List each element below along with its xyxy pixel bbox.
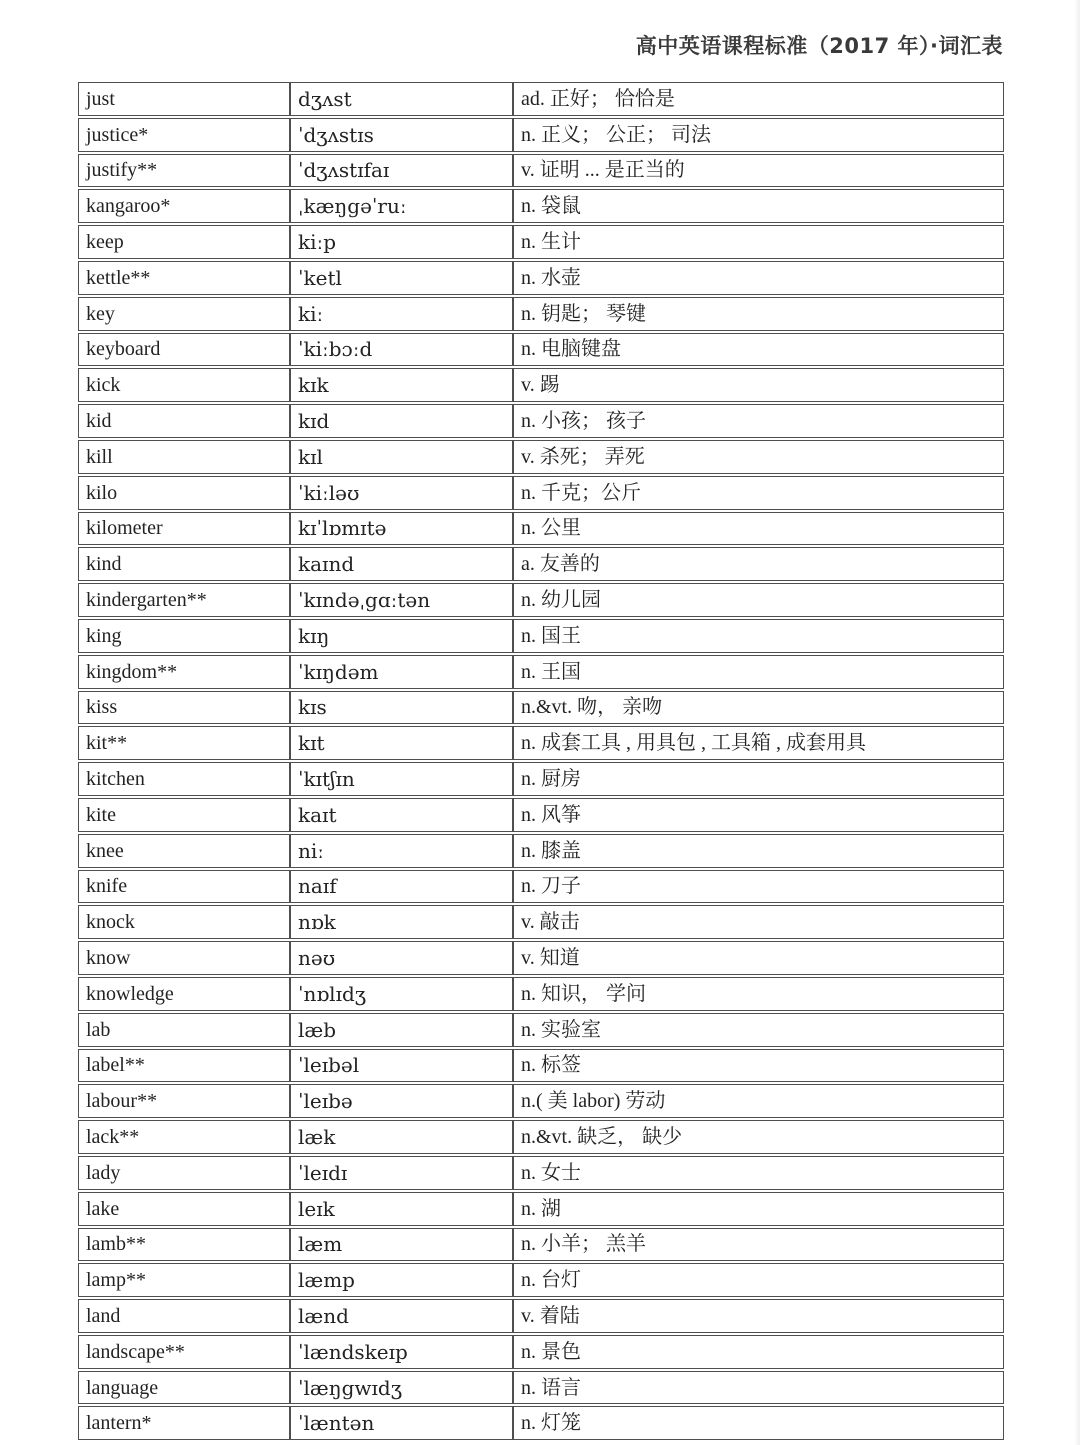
table-row [78, 154, 1004, 188]
word-cell: kingdom** [78, 655, 290, 689]
word-cell: lantern* [78, 1406, 290, 1440]
table-row [78, 1228, 1004, 1262]
word-cell: justice* [78, 118, 290, 152]
word-cell: kilometer [78, 512, 290, 546]
table-row [78, 476, 1004, 510]
table-row [78, 189, 1004, 223]
table-row [78, 1299, 1004, 1333]
table-row [78, 404, 1004, 438]
meaning-cell: n. 公里 [513, 512, 1004, 546]
meaning-cell: v. 着陆 [513, 1299, 1004, 1333]
word-cell: lamp** [78, 1263, 290, 1297]
meaning-cell: n. 灯笼 [513, 1406, 1004, 1440]
ipa-cell: kiːp [290, 225, 513, 259]
table-row [78, 834, 1004, 868]
table-row [78, 1049, 1004, 1083]
ipa-cell: ˈkɪŋdəm [290, 655, 513, 689]
table-row [78, 1192, 1004, 1226]
word-cell: kite [78, 798, 290, 832]
meaning-cell: n. 女士 [513, 1156, 1004, 1190]
table-row [78, 1335, 1004, 1369]
ipa-cell: kɪd [290, 404, 513, 438]
word-cell: keyboard [78, 333, 290, 367]
ipa-cell: kɪk [290, 368, 513, 402]
word-cell: lake [78, 1192, 290, 1226]
table-row [78, 1371, 1004, 1405]
meaning-cell: a. 友善的 [513, 547, 1004, 581]
word-cell: lamb** [78, 1228, 290, 1262]
ipa-cell: kɪs [290, 691, 513, 725]
word-cell: justify** [78, 154, 290, 188]
meaning-cell: n. 正义； 公正； 司法 [513, 118, 1004, 152]
table-row [78, 225, 1004, 259]
meaning-cell: v. 知道 [513, 941, 1004, 975]
ipa-cell: kiː [290, 297, 513, 331]
table-row [78, 977, 1004, 1011]
word-cell: kitchen [78, 762, 290, 796]
meaning-cell: n. 成套工具 , 用具包 , 工具箱 , 成套用具 [513, 726, 1004, 760]
table-row [78, 905, 1004, 939]
ipa-cell: ˈlæŋgwɪdʒ [290, 1371, 513, 1405]
scan-edge-shadow [1074, 0, 1080, 1445]
word-cell: landscape** [78, 1335, 290, 1369]
table-row [78, 82, 1004, 116]
meaning-cell: n. 膝盖 [513, 834, 1004, 868]
word-cell: knife [78, 870, 290, 904]
meaning-cell: n. 台灯 [513, 1263, 1004, 1297]
table-row [78, 333, 1004, 367]
word-cell: keep [78, 225, 290, 259]
vocab-table-body [78, 82, 1004, 1440]
ipa-cell: ˈleɪdɪ [290, 1156, 513, 1190]
table-row [78, 1084, 1004, 1118]
table-row [78, 619, 1004, 653]
meaning-cell: n. 实验室 [513, 1013, 1004, 1047]
word-cell: lab [78, 1013, 290, 1047]
ipa-cell: dʒʌst [290, 82, 513, 116]
meaning-cell: n. 水壶 [513, 261, 1004, 295]
ipa-cell: ˈdʒʌstɪs [290, 118, 513, 152]
word-cell: key [78, 297, 290, 331]
word-cell: kilo [78, 476, 290, 510]
meaning-cell: n. 生计 [513, 225, 1004, 259]
word-cell: king [78, 619, 290, 653]
ipa-cell: ˈnɒlɪdʒ [290, 977, 513, 1011]
table-row [78, 762, 1004, 796]
page-title: 高中英语课程标准（2017 年）·词汇表 [635, 34, 1003, 58]
ipa-cell: nəʊ [290, 941, 513, 975]
word-cell: kind [78, 547, 290, 581]
ipa-cell: læmp [290, 1263, 513, 1297]
ipa-cell: naɪf [290, 870, 513, 904]
ipa-cell: læm [290, 1228, 513, 1262]
table-row [78, 297, 1004, 331]
meaning-cell: n. 景色 [513, 1335, 1004, 1369]
meaning-cell: n. 电脑键盘 [513, 333, 1004, 367]
meaning-cell: n.( 美 labor) 劳动 [513, 1084, 1004, 1118]
table-row [78, 118, 1004, 152]
word-cell: lady [78, 1156, 290, 1190]
ipa-cell: ˈketl [290, 261, 513, 295]
word-cell: label** [78, 1049, 290, 1083]
meaning-cell: n. 湖 [513, 1192, 1004, 1226]
table-row [78, 691, 1004, 725]
ipa-cell: ˈlæntən [290, 1406, 513, 1440]
ipa-cell: kɪˈlɒmɪtə [290, 512, 513, 546]
meaning-cell: n. 国王 [513, 619, 1004, 653]
meaning-cell: v. 踢 [513, 368, 1004, 402]
ipa-cell: ˈkiːbɔːd [290, 333, 513, 367]
meaning-cell: ad. 正好； 恰恰是 [513, 82, 1004, 116]
ipa-cell: ˈlændskeɪp [290, 1335, 513, 1369]
ipa-cell: lænd [290, 1299, 513, 1333]
word-cell: kit** [78, 726, 290, 760]
table-row [78, 798, 1004, 832]
ipa-cell: ˈkɪtʃɪn [290, 762, 513, 796]
ipa-cell: ˈkiːləʊ [290, 476, 513, 510]
word-cell: kick [78, 368, 290, 402]
table-row [78, 1156, 1004, 1190]
meaning-cell: v. 杀死； 弄死 [513, 440, 1004, 474]
ipa-cell: ˈdʒʌstɪfaɪ [290, 154, 513, 188]
meaning-cell: n. 知识， 学问 [513, 977, 1004, 1011]
word-cell: kangaroo* [78, 189, 290, 223]
meaning-cell: n. 刀子 [513, 870, 1004, 904]
meaning-cell: n. 风筝 [513, 798, 1004, 832]
ipa-cell: ˌkæŋgəˈruː [290, 189, 513, 223]
table-row [78, 512, 1004, 546]
table-row [78, 1120, 1004, 1154]
ipa-cell: niː [290, 834, 513, 868]
ipa-cell: ˈleɪbə [290, 1084, 513, 1118]
table-row [78, 368, 1004, 402]
ipa-cell: læb [290, 1013, 513, 1047]
meaning-cell: n. 幼儿园 [513, 583, 1004, 617]
table-row [78, 941, 1004, 975]
table-row [78, 261, 1004, 295]
word-cell: lack** [78, 1120, 290, 1154]
meaning-cell: n. 钥匙； 琴键 [513, 297, 1004, 331]
word-cell: labour** [78, 1084, 290, 1118]
word-cell: know [78, 941, 290, 975]
table-row [78, 1406, 1004, 1440]
ipa-cell: kɪŋ [290, 619, 513, 653]
table-row [78, 726, 1004, 760]
ipa-cell: nɒk [290, 905, 513, 939]
word-cell: land [78, 1299, 290, 1333]
word-cell: kiss [78, 691, 290, 725]
meaning-cell: n. 小羊； 羔羊 [513, 1228, 1004, 1262]
word-cell: just [78, 82, 290, 116]
table-row [78, 547, 1004, 581]
ipa-cell: læk [290, 1120, 513, 1154]
meaning-cell: v. 敲击 [513, 905, 1004, 939]
word-cell: kindergarten** [78, 583, 290, 617]
table-row [78, 440, 1004, 474]
table-row [78, 655, 1004, 689]
ipa-cell: kaɪt [290, 798, 513, 832]
meaning-cell: n. 袋鼠 [513, 189, 1004, 223]
meaning-cell: n.&vt. 吻， 亲吻 [513, 691, 1004, 725]
ipa-cell: ˈleɪbəl [290, 1049, 513, 1083]
meaning-cell: n. 语言 [513, 1371, 1004, 1405]
meaning-cell: n. 厨房 [513, 762, 1004, 796]
vocab-table [78, 80, 1004, 1442]
meaning-cell: n. 小孩； 孩子 [513, 404, 1004, 438]
ipa-cell: kɪl [290, 440, 513, 474]
meaning-cell: n.&vt. 缺乏， 缺少 [513, 1120, 1004, 1154]
word-cell: language [78, 1371, 290, 1405]
ipa-cell: leɪk [290, 1192, 513, 1226]
meaning-cell: n. 千克；公斤 [513, 476, 1004, 510]
table-row [78, 583, 1004, 617]
table-row [78, 1013, 1004, 1047]
word-cell: knowledge [78, 977, 290, 1011]
word-cell: knee [78, 834, 290, 868]
word-cell: kill [78, 440, 290, 474]
word-cell: kid [78, 404, 290, 438]
table-row [78, 870, 1004, 904]
ipa-cell: kɪt [290, 726, 513, 760]
table-row [78, 1263, 1004, 1297]
word-cell: knock [78, 905, 290, 939]
word-cell: kettle** [78, 261, 290, 295]
meaning-cell: v. 证明 ... 是正当的 [513, 154, 1004, 188]
meaning-cell: n. 王国 [513, 655, 1004, 689]
meaning-cell: n. 标签 [513, 1049, 1004, 1083]
ipa-cell: kaɪnd [290, 547, 513, 581]
ipa-cell: ˈkɪndəˌgɑːtən [290, 583, 513, 617]
